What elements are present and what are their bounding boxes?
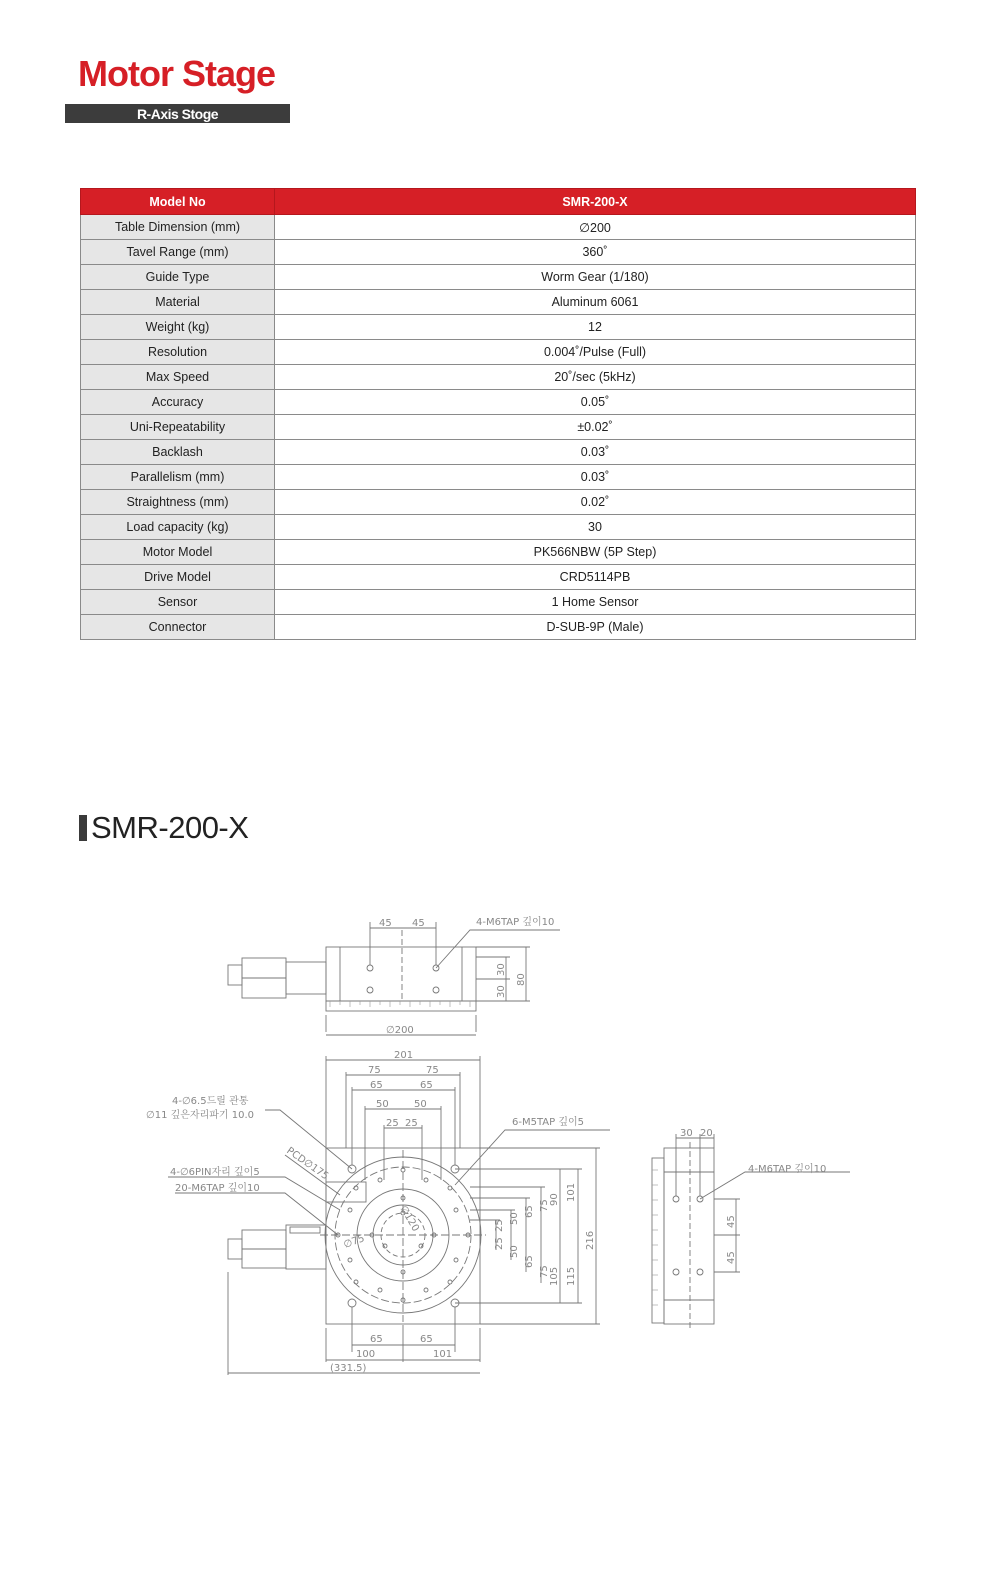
spec-row (81, 540, 916, 565)
heading-marker (79, 815, 87, 841)
dim-label: 101 (433, 1349, 453, 1360)
dim-label: 50 (376, 1099, 389, 1110)
spec-value: 12 (275, 315, 916, 340)
spec-row (81, 440, 916, 465)
dim-label: 105 (549, 1266, 560, 1286)
dim-label: PCD∅175 (284, 1145, 331, 1183)
spec-row (81, 490, 916, 515)
dim-label: (331.5) (330, 1363, 367, 1374)
spec-value: 0.05˚ (275, 390, 916, 415)
callout-label: 20-M6TAP 깊이10 (175, 1183, 260, 1194)
spec-value: 30 (275, 515, 916, 540)
spec-label: Motor Model (81, 540, 275, 565)
dim-label: 45 (379, 918, 392, 929)
dim-label: 45 (726, 1251, 737, 1264)
scale-ticks (330, 1001, 658, 1305)
dim-label: 65 (370, 1080, 383, 1091)
dim-label: 30 (496, 963, 507, 976)
callout-label: 4-M6TAP 깊이10 (476, 917, 555, 928)
spec-row (81, 365, 916, 390)
dim-label: ∅75 (342, 1233, 367, 1251)
dim-label: 75 (539, 1265, 550, 1278)
spec-value: 0.02˚ (275, 490, 916, 515)
spec-label: Table Dimension (mm) (81, 215, 275, 240)
spec-label: Sensor (81, 590, 275, 615)
dim-label: 20 (700, 1128, 713, 1139)
dim-label: 65 (524, 1205, 535, 1218)
section-heading (79, 810, 248, 846)
dim-label: 25 (494, 1237, 505, 1250)
dim-label: 75 (539, 1199, 550, 1212)
spec-row (81, 315, 916, 340)
spec-label: Parallelism (mm) (81, 465, 275, 490)
spec-row (81, 615, 916, 640)
spec-row (81, 515, 916, 540)
spec-row (81, 265, 916, 290)
model-no-label: Model No (81, 189, 275, 215)
spec-value: 0.004˚/Pulse (Full) (275, 340, 916, 365)
dim-label: 75 (368, 1065, 381, 1076)
dim-label: 50 (414, 1099, 427, 1110)
dim-label: 45 (412, 918, 425, 929)
spec-table-header (81, 189, 916, 215)
dim-label: 80 (516, 973, 527, 986)
callout-label: 4-∅6.5드릴 관통 (172, 1096, 249, 1107)
dim-label: 201 (394, 1050, 414, 1061)
callout-label: 6-M5TAP 깊이5 (512, 1117, 585, 1128)
spec-value: Worm Gear (1/180) (275, 265, 916, 290)
dim-label: 30 (496, 985, 507, 998)
spec-label: Uni-Repeatability (81, 415, 275, 440)
spec-value: D-SUB-9P (Male) (275, 615, 916, 640)
spec-value: ±0.02˚ (275, 415, 916, 440)
spec-label: Backlash (81, 440, 275, 465)
spec-label: Load capacity (kg) (81, 515, 275, 540)
spec-label: Drive Model (81, 565, 275, 590)
dim-label: 25 (494, 1219, 505, 1232)
spec-value: 0.03˚ (275, 465, 916, 490)
spec-row (81, 590, 916, 615)
spec-label: Material (81, 290, 275, 315)
callout-label: ∅11 깊은자리파기 10.0 (146, 1110, 255, 1121)
dim-label: 30 (680, 1128, 693, 1139)
spec-label: Straightness (mm) (81, 490, 275, 515)
spec-row (81, 390, 916, 415)
technical-drawing (0, 880, 1000, 1400)
callout-label: 4-∅6PIN자리 깊이5 (170, 1167, 260, 1178)
dim-label: 75 (426, 1065, 439, 1076)
spec-row (81, 290, 916, 315)
dim-label: 50 (509, 1212, 520, 1225)
spec-value: 0.03˚ (275, 440, 916, 465)
dim-label: 216 (585, 1230, 596, 1250)
spec-value: 360˚ (275, 240, 916, 265)
spec-value: 20˚/sec (5kHz) (275, 365, 916, 390)
spec-row (81, 565, 916, 590)
dim-label: 90 (549, 1193, 560, 1206)
dim-label: ∅120 (397, 1204, 421, 1234)
spec-table (80, 188, 916, 640)
dim-label: 25 (405, 1118, 418, 1129)
spec-value: ∅200 (275, 215, 916, 240)
dim-label: 65 (524, 1255, 535, 1268)
subtitle-text: R-Axis Stoge (136, 105, 219, 122)
spec-row (81, 215, 916, 240)
section-title: SMR-200-X (91, 810, 249, 845)
spec-label: Resolution (81, 340, 275, 365)
spec-label: Max Speed (81, 365, 275, 390)
spec-row (81, 340, 916, 365)
subtitle-bar (65, 104, 290, 123)
spec-label: Accuracy (81, 390, 275, 415)
spec-label: Weight (kg) (81, 315, 275, 340)
spec-value: 1 Home Sensor (275, 590, 916, 615)
dim-label: 50 (509, 1245, 520, 1258)
dim-label: 115 (566, 1266, 577, 1286)
dim-label: 65 (420, 1334, 433, 1345)
dim-label: 101 (566, 1182, 577, 1202)
spec-row (81, 465, 916, 490)
top-view (228, 922, 560, 1035)
dim-label: 65 (420, 1080, 433, 1091)
spec-label: Guide Type (81, 265, 275, 290)
brand-title: Motor Stage (78, 53, 276, 94)
spec-label: Tavel Range (mm) (81, 240, 275, 265)
spec-value: PK566NBW (5P Step) (275, 540, 916, 565)
spec-value: CRD5114PB (275, 565, 916, 590)
spec-value: Aluminum 6061 (275, 290, 916, 315)
callout-label: 4-M6TAP 깊이10 (748, 1164, 827, 1175)
spec-row (81, 240, 916, 265)
dim-label: ∅200 (386, 1025, 414, 1036)
spec-label: Connector (81, 615, 275, 640)
dim-label: 65 (370, 1334, 383, 1345)
spec-row (81, 415, 916, 440)
model-no-value: SMR-200-X (275, 189, 916, 215)
dim-label: 45 (726, 1215, 737, 1228)
dim-label: 100 (356, 1349, 376, 1360)
dim-label: 25 (386, 1118, 399, 1129)
